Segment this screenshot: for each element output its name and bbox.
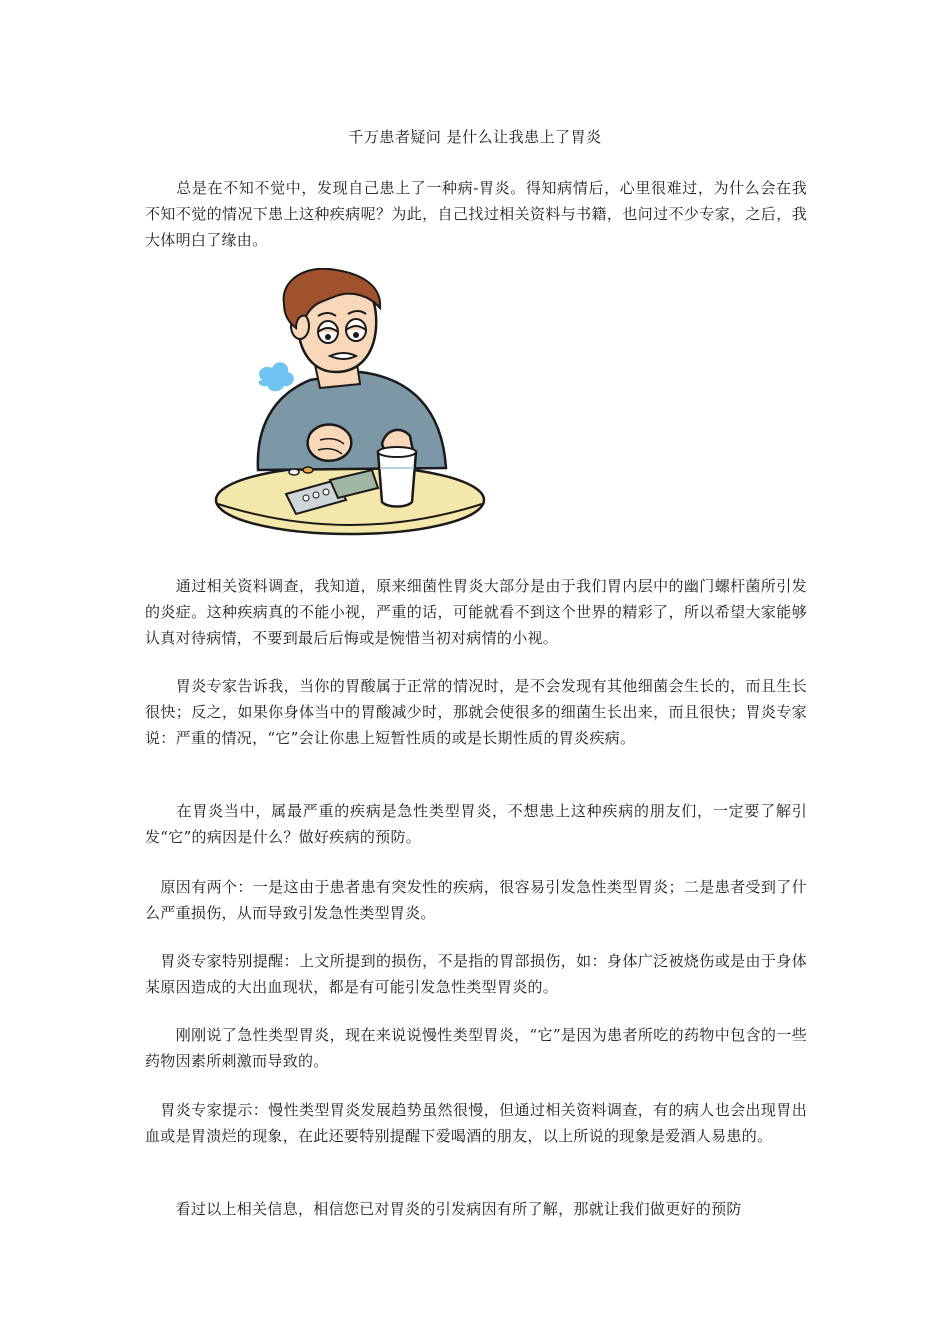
paragraph-tips: 胃炎专家提示：慢性类型胃炎发展趋势虽然很慢，但通过相关资料调查，有的病人也会出现胃出血或是胃溃烂的现象，在此还要特别提醒下爱喝酒的朋友，以上所说的现象是爱酒人易患的。 [145,1101,807,1145]
document-title: 千万患者疑问 是什么让我患上了胃炎 [348,128,602,146]
water-glass [378,452,416,507]
paragraph-chronic: 刚刚说了急性类型胃炎，现在来说说慢性类型胃炎，“它”是因为患者所吃的药物中包含的一些药物因素所刺激而导致的。 [145,1026,807,1070]
paragraph-acute: 在胃炎当中，属最严重的疾病是急性类型胃炎，不想患上这种疾病的朋友们，一定要了解引发“它”的病因是什么？做好疾病的预防。 [145,802,807,846]
paragraph-reminder: 胃炎专家特别提醒：上文所提到的损伤，不是指的胃部损伤，如：身体广泛被烧伤或是由于身体某原因造成的大出血现状，都是有可能引发急性类型胃炎的。 [145,952,807,996]
left-hand [308,424,352,460]
paragraph-cause: 通过相关资料调查，我知道，原来细菌性胃炎大部分是由于我们胃内层中的幽门螺杆菌所引发的炎症。这种疾病真的不能小视，严重的话，可能就看不到这个世界的精彩了，所以希望大家能够认真对待病情，不要到最后后悔或是惋惜当初对病情的小视。 [145,577,807,647]
stomach-ache-illustration [210,268,490,540]
paragraph-conclusion: 看过以上相关信息，相信您已对胃炎的引发病因有所了解，那就让我们做更好的预防 [145,1200,742,1218]
paragraph-reasons: 原因有两个：一是这由于患者患有突发性的疾病，很容易引发急性类型胃炎；二是患者受到了什么严重损伤，从而导致引发急性类型胃炎。 [145,878,807,922]
paragraph-intro: 总是在不知不觉中，发现自己患上了一种病-胃炎。得知病情后，心里很难过，为什么会在我不知不觉的情况下患上这种疾病呢？为此，自己找过相关资料与书籍，也问过不少专家，之后，我大体明白了缘由。 [145,179,807,249]
mouth [330,353,356,359]
shirt [258,372,446,470]
paragraph-expert-advice: 胃炎专家告诉我，当你的胃酸属于正常的情况时，是不会发现有其他细菌会生长的，而且生长很快；反之，如果你身体当中的胃酸减少时，那就会使很多的细菌生长出来，而且很快；胃炎专家说：严重的情况，“它”会让你患上短暂性质的或是长期性质的胃炎疾病。 [145,677,807,747]
pill [303,467,313,473]
breath-puff [259,362,294,391]
pill [289,469,299,475]
